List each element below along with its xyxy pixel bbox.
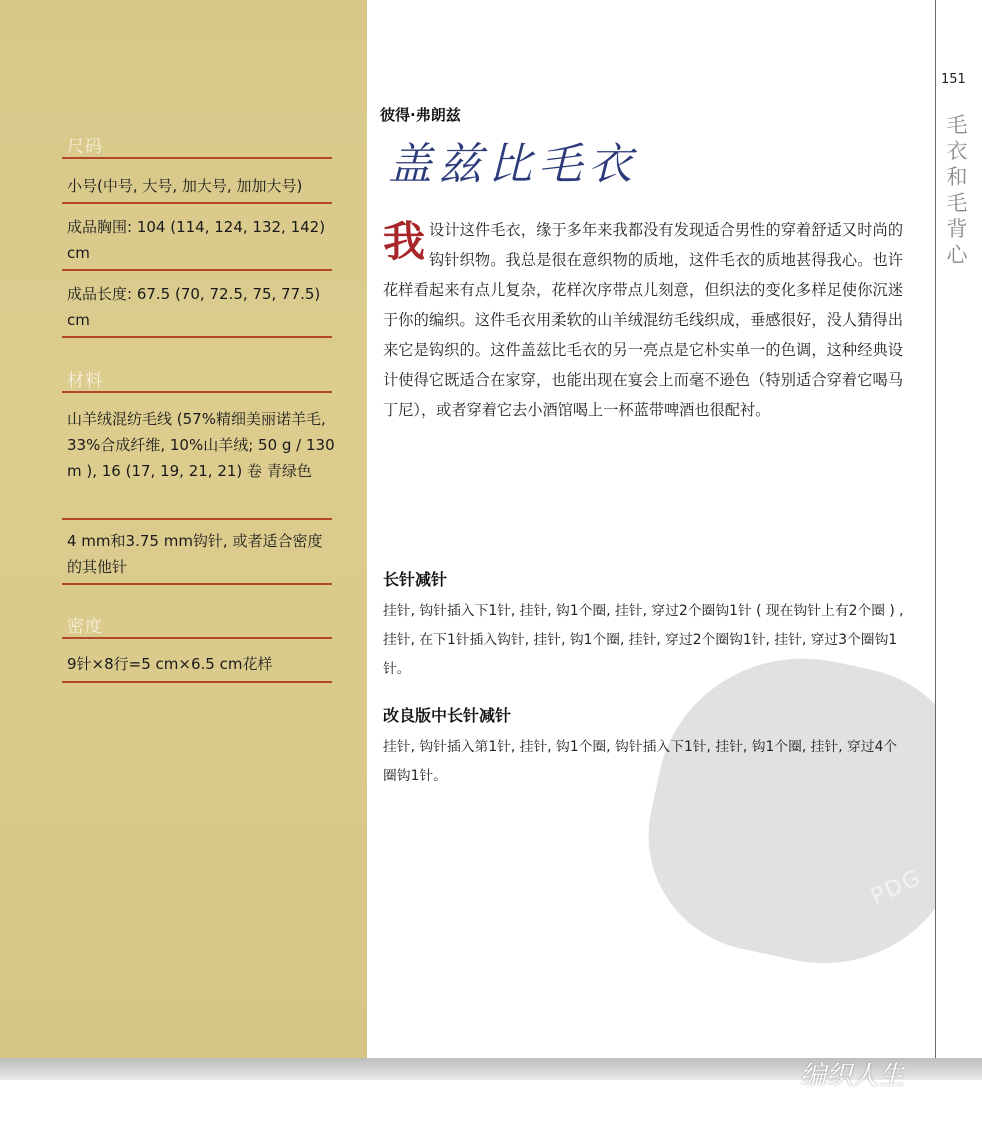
size-list: 小号(中号, 大号, 加大号, 加加大号): [67, 177, 303, 195]
divider: [62, 336, 332, 338]
divider: [62, 202, 332, 204]
divider: [62, 637, 332, 639]
divider: [62, 157, 332, 159]
section-title-char: 毛: [946, 113, 968, 137]
divider: [62, 391, 332, 393]
gauge-spec: 9针×8行=5 cm×6.5 cm花样: [67, 655, 273, 673]
seal-watermark-label: PDG: [867, 864, 927, 911]
author-name: 彼得·弗朗兹: [380, 106, 461, 124]
section-title-char: 背: [946, 217, 968, 241]
section-title-vertical: [940, 112, 974, 268]
materials-heading: 材料: [67, 371, 103, 391]
technique-text: 挂针, 钩针插入下1针, 挂针, 钩1个圈, 挂针, 穿过2个圈钩1针 ( 现在钩针上有2个圈 ) , 挂针, 在下1针插入钩针, 挂针, 钩1个圈, 挂针, 穿过2个圈钩1针, 挂针, 穿过3个圈钩1针。: [383, 603, 904, 677]
section-title-char: 衣: [946, 139, 968, 163]
drop-cap: 我: [383, 217, 426, 266]
intro-text: 设计这件毛衣，缘于多年来我都没有发现适合男性的穿着舒适又时尚的钩针织物。我总是很在意织物的质地，这件毛衣的质地甚得我心。也许花样看起来有点儿复杂，花样次序带点儿刻意，但织法的变化多样足使你沉迷于你的编织。这件毛衣用柔软的山羊绒混纺毛线织成，垂感很好，没人猜得出来它是钩织的。这件盖兹比毛衣的另一亮点是它朴实单一的色调，这种经典设计使得它既适合在家穿，也能出现在宴会上而毫不逊色（特别适合穿着它喝马丁尼），或者穿着它去小酒馆喝上一杯蓝带啤酒也很配衬。: [383, 221, 903, 419]
specs-sidebar: [0, 0, 367, 1058]
size-heading: 尺码: [67, 137, 103, 157]
pattern-title: 盖兹比毛衣: [388, 139, 638, 190]
gauge-heading: 密度: [67, 617, 103, 637]
length-measure: 成品长度: 67.5 (70, 72.5, 75, 77.5) cm: [67, 285, 321, 329]
technique-heading: 改良版中长针减针: [383, 706, 512, 725]
divider: [62, 518, 332, 520]
section-title-char: 和: [946, 165, 968, 189]
section-title-char: 心: [946, 243, 968, 267]
divider: [62, 269, 332, 271]
chest-measure: 成品胸围: 104 (114, 124, 132, 142) cm: [67, 218, 326, 262]
divider: [62, 681, 332, 683]
technique-heading: 长针减针: [383, 570, 448, 589]
hook-spec: 4 mm和3.75 mm钩针, 或者适合密度的其他针: [67, 532, 323, 576]
section-title-char: 毛: [946, 191, 968, 215]
technique-text: 挂针, 钩针插入第1针, 挂针, 钩1个圈, 钩针插入下1针, 挂针, 钩1个圈, 挂针, 穿过4个圈钩1针。: [383, 739, 898, 784]
brand-watermark: 编织人生: [800, 1061, 905, 1091]
divider: [62, 583, 332, 585]
intro-paragraph: [383, 215, 903, 425]
yarn-spec: 山羊绒混纺毛线 (57%精细美丽诺羊毛, 33%合成纤维, 10%山羊绒; 50 g / 130 m ), 16 (17, 19, 21, 21) 卷 青绿色: [67, 410, 335, 480]
page-number: 151: [941, 72, 966, 87]
